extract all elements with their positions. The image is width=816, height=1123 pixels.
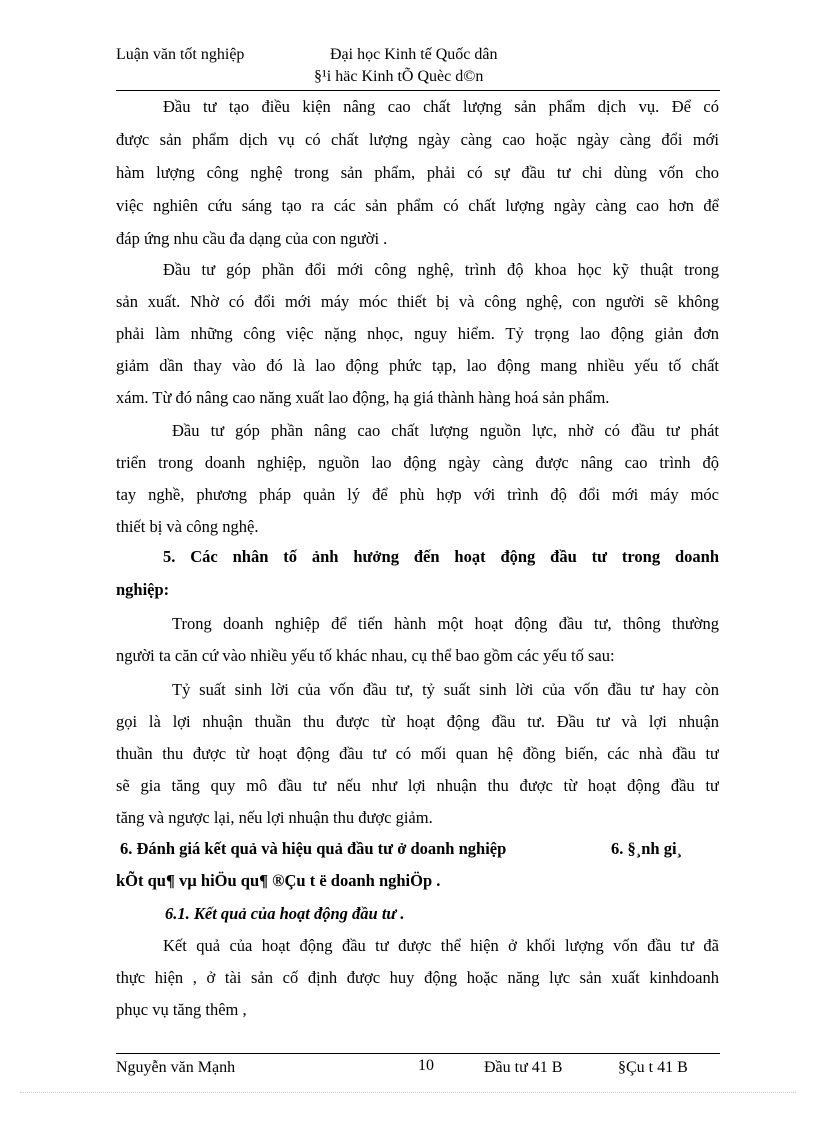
section-heading: 6. Đánh giá kết quả và hiệu quả đầu tư ở doanh nghiệp bbox=[120, 839, 507, 858]
paragraph-line: người ta căn cứ vào nhiều yếu tố khác nhau, cụ thể bao gồm các yếu tố sau: bbox=[116, 646, 615, 665]
paragraph-line: sản xuất. Nhờ có đổi mới máy móc thiết bị và công nghệ, con người sẽ không bbox=[116, 292, 719, 311]
paragraph-line: Đầu tư tạo điều kiện nâng cao chất lượng sản phẩm dịch vụ. Để có bbox=[163, 97, 719, 116]
paragraph-line: phục vụ tăng thêm , bbox=[116, 1000, 247, 1019]
header-right: Đại học Kinh tế Quốc dân bbox=[330, 46, 498, 63]
paragraph-line: được sản phẩm dịch vụ có chất lượng ngày càng cao hoặc ngày càng đổi mới bbox=[116, 130, 719, 149]
page-edge bbox=[20, 1092, 796, 1093]
paragraph-line: triển trong doanh nghiệp, nguồn lao động ngày càng được nâng cao trình độ bbox=[116, 453, 719, 472]
paragraph-line: Kết quả của hoạt động đầu tư được thể hiện ở khối lượng vốn đầu tư đã bbox=[163, 936, 719, 955]
section-heading-encoded: kÕt qu¶ vµ hiÖu qu¶ ®Çu t ë doanh nghiÖp . bbox=[116, 871, 441, 890]
paragraph-line: sẽ gia tăng quy mô đầu tư nếu như lợi nhuận thu được từ hoạt động đầu tư bbox=[116, 776, 719, 795]
paragraph-line: gọi là lợi nhuận thuần thu được từ hoạt động đầu tư. Đầu tư và lợi nhuận bbox=[116, 712, 719, 731]
paragraph-line: Trong doanh nghiệp để tiến hành một hoạt động đầu tư, thông thường bbox=[172, 614, 719, 633]
paragraph-line: tăng và ngược lại, nếu lợi nhuận thu được giảm. bbox=[116, 808, 433, 827]
section-heading: 5. Các nhân tố ảnh hưởng đến hoạt động đầu tư trong doanh bbox=[163, 547, 719, 566]
paragraph-line: thực hiện , ở tài sản cố định được huy động hoặc năng lực sản xuất kinhdoanh bbox=[116, 968, 719, 987]
header-left: Luận văn tốt nghiệp bbox=[116, 46, 245, 63]
paragraph-line: xám. Từ đó nâng cao năng xuất lao động, hạ giá thành hàng hoá sản phẩm. bbox=[116, 388, 610, 407]
paragraph-line: Tỷ suất sinh lời của vốn đầu tư, tỷ suất sinh lời của vốn đầu tư hay còn bbox=[172, 680, 719, 699]
footer-author: Nguyễn văn Mạnh bbox=[116, 1059, 236, 1076]
paragraph-line: Đầu tư góp phần nâng cao chất lượng nguồn lực, nhờ có đầu tư phát bbox=[172, 421, 719, 440]
footer-rule bbox=[116, 1053, 720, 1054]
page-number: 10 bbox=[418, 1057, 434, 1074]
subsection-heading: 6.1. Kết quả của hoạt động đầu tư . bbox=[165, 904, 405, 923]
section-heading: nghiệp: bbox=[116, 580, 170, 599]
section-heading-encoded: 6. §¸nh gi¸ bbox=[611, 839, 683, 858]
paragraph-line: Đầu tư góp phần đổi mới công nghệ, trình độ khoa học kỹ thuật trong bbox=[163, 260, 719, 279]
paragraph-line: tay nghề, phương pháp quản lý để phù hợp với trình độ đổi mới máy móc bbox=[116, 485, 719, 504]
paragraph-line: việc nghiên cứu sáng tạo ra các sản phẩm có chất lượng ngày càng cao hơn để bbox=[116, 196, 719, 215]
paragraph-line: hàm lượng công nghệ trong sản phẩm, phải có sự đầu tư chi dùng vốn cho bbox=[116, 163, 719, 182]
footer-class: Đầu tư 41 B bbox=[484, 1059, 563, 1076]
footer-class-encoded: §Çu t 41 B bbox=[618, 1059, 688, 1076]
paragraph-line: phải làm những công việc nặng nhọc, nguy hiểm. Tỷ trọng lao động giản đơn bbox=[116, 324, 719, 343]
header-right-encoded: §¹i häc Kinh tÕ Quèc d©n bbox=[314, 68, 484, 85]
paragraph-line: giảm dần thay vào đó là lao động phức tạp, lao động mang nhiều yếu tố chất bbox=[116, 356, 719, 375]
paragraph-line: thiết bị và công nghệ. bbox=[116, 517, 259, 536]
header-rule bbox=[116, 90, 720, 91]
paragraph-line: đáp ứng nhu cầu đa dạng của con người . bbox=[116, 229, 388, 248]
paragraph-line: thuần thu được từ hoạt động đầu tư có mối quan hệ đồng biến, các nhà đầu tư bbox=[116, 744, 719, 763]
